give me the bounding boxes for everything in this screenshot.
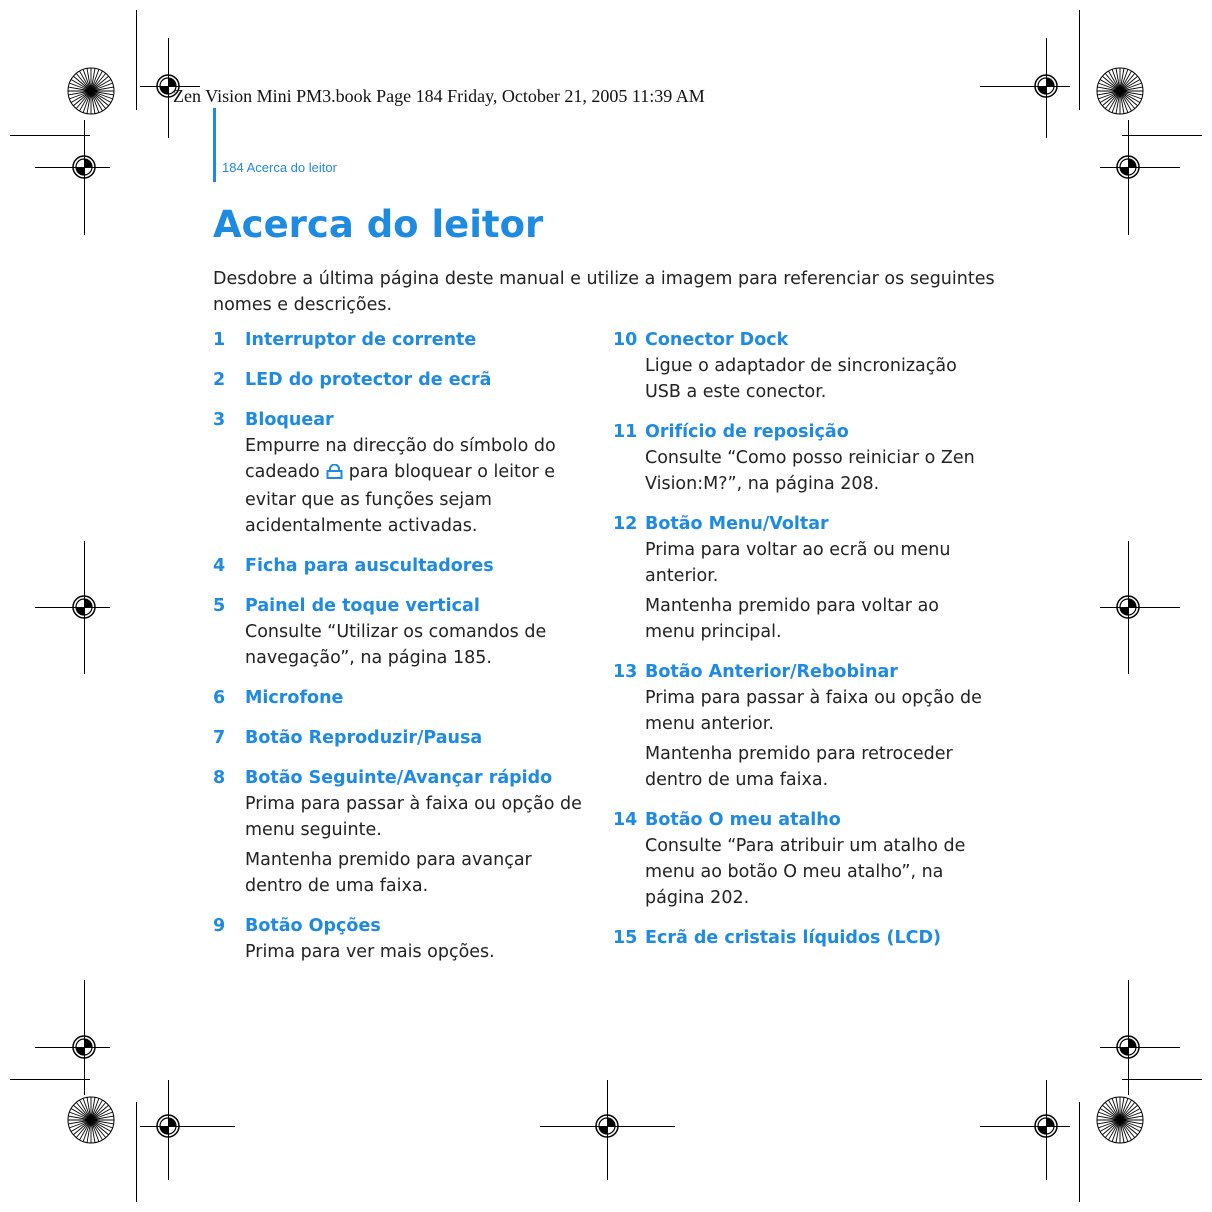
registration-target-icon (1115, 154, 1141, 180)
list-item-9 (213, 913, 588, 965)
crop-mark-line (10, 135, 90, 136)
list-item-4 (213, 553, 588, 579)
crop-mark-line (10, 1079, 90, 1080)
item-description: Prima para passar à faixa ou opção de menu seguinte. (245, 794, 582, 840)
list-item-3 (213, 407, 588, 539)
item-label: Botão Anterior/Rebobinar (645, 662, 898, 682)
list-item-14 (613, 807, 988, 911)
list-item-11 (613, 419, 988, 497)
registration-starburst-icon (1095, 66, 1145, 116)
item-number: 3 (213, 410, 226, 430)
item-description-secondary: Mantenha premido para avançar dentro de uma faixa. (245, 850, 532, 896)
item-description-start: Empurre na direcção do símbolo do cadeado (245, 436, 556, 482)
crop-mark-line (1122, 1079, 1202, 1080)
item-number: 9 (213, 916, 226, 936)
item-label: Botão Opções (245, 916, 381, 936)
page-title: Acerca do leitor (213, 203, 544, 246)
item-description: Ligue o adaptador de sincronização USB a este conector. (645, 356, 957, 402)
item-number: 15 (613, 928, 638, 948)
item-description: Consulte “Utilizar os comandos de navegação”, na página 185. (245, 622, 547, 668)
item-label: Ficha para auscultadores (245, 556, 494, 576)
crop-mark-line (1079, 1102, 1080, 1202)
items-column-right (613, 327, 988, 965)
list-item-1 (213, 327, 588, 353)
registration-starburst-icon (66, 66, 116, 116)
item-description: Consulte “Como posso reiniciar o Zen Vision:M?”, na página 208. (645, 448, 975, 494)
item-number: 13 (613, 662, 638, 682)
crop-mark-line (136, 10, 137, 110)
item-number: 10 (613, 330, 638, 350)
header-accent-bar (213, 108, 216, 182)
item-number: 2 (213, 370, 226, 390)
item-number: 4 (213, 556, 226, 576)
item-description: Prima para ver mais opções. (245, 942, 495, 962)
items-column-left (213, 327, 588, 979)
list-item-13 (613, 659, 988, 793)
crop-mark-line (136, 1102, 137, 1202)
print-slug: Zen Vision Mini PM3.book Page 184 Friday, October 21, 2005 11:39 AM (173, 86, 705, 106)
registration-starburst-icon (1095, 1095, 1145, 1145)
item-description-secondary: Mantenha premido para voltar ao menu principal. (645, 596, 939, 642)
registration-target-icon (71, 594, 97, 620)
item-label: Botão Reproduzir/Pausa (245, 728, 483, 748)
registration-target-icon (71, 154, 97, 180)
list-item-10 (613, 327, 988, 405)
registration-target-icon (155, 1113, 181, 1139)
item-label: Microfone (245, 688, 344, 708)
item-number: 14 (613, 810, 638, 830)
list-item-6 (213, 685, 588, 711)
item-label: Orifício de reposição (645, 422, 849, 442)
item-description-secondary: Mantenha premido para retroceder dentro de uma faixa. (645, 744, 953, 790)
registration-target-icon (1115, 594, 1141, 620)
item-number: 5 (213, 596, 226, 616)
list-item-2 (213, 367, 588, 393)
item-label: LED do protector de ecrã (245, 370, 492, 390)
item-label: Painel de toque vertical (245, 596, 480, 616)
item-label: Bloquear (245, 410, 334, 430)
padlock-icon (326, 461, 343, 487)
item-description: Consulte “Para atribuir um atalho de menu ao botão O meu atalho”, na página 202. (645, 836, 966, 908)
item-description: Prima para passar à faixa ou opção de menu anterior. (645, 688, 982, 734)
item-number: 7 (213, 728, 226, 748)
item-label: Conector Dock (645, 330, 789, 350)
item-label: Ecrã de cristais líquidos (LCD) (645, 928, 942, 948)
item-label: Botão Menu/Voltar (645, 514, 829, 534)
item-label: Botão Seguinte/Avançar rápido (245, 768, 553, 788)
item-number: 8 (213, 768, 226, 788)
item-label: Botão O meu atalho (645, 810, 841, 830)
item-number: 1 (213, 330, 226, 350)
item-label: Interruptor de corrente (245, 330, 477, 350)
registration-starburst-icon (66, 1095, 116, 1145)
running-head: 184 Acerca do leitor (222, 160, 337, 175)
item-description-end: para bloquear o leitor e evitar que as funções sejam acidentalmente activadas. (245, 462, 556, 536)
registration-target-icon (594, 1113, 620, 1139)
crop-mark-line (1122, 135, 1202, 136)
intro-paragraph: Desdobre a última página deste manual e utilize a imagem para referenciar os seguintes nomes e descrições. (213, 269, 995, 315)
registration-target-icon (71, 1034, 97, 1060)
item-description (245, 433, 588, 539)
registration-target-icon (1033, 73, 1059, 99)
item-number: 11 (613, 422, 638, 442)
list-item-12 (613, 511, 988, 645)
list-item-8 (213, 765, 588, 899)
registration-target-icon (1033, 1113, 1059, 1139)
item-number: 6 (213, 688, 226, 708)
crop-mark-line (1079, 10, 1080, 110)
item-number: 12 (613, 514, 638, 534)
list-item-5 (213, 593, 588, 671)
item-description: Prima para voltar ao ecrã ou menu anterior. (645, 540, 951, 586)
list-item-15 (613, 925, 988, 951)
list-item-7 (213, 725, 588, 751)
registration-target-icon (1115, 1034, 1141, 1060)
